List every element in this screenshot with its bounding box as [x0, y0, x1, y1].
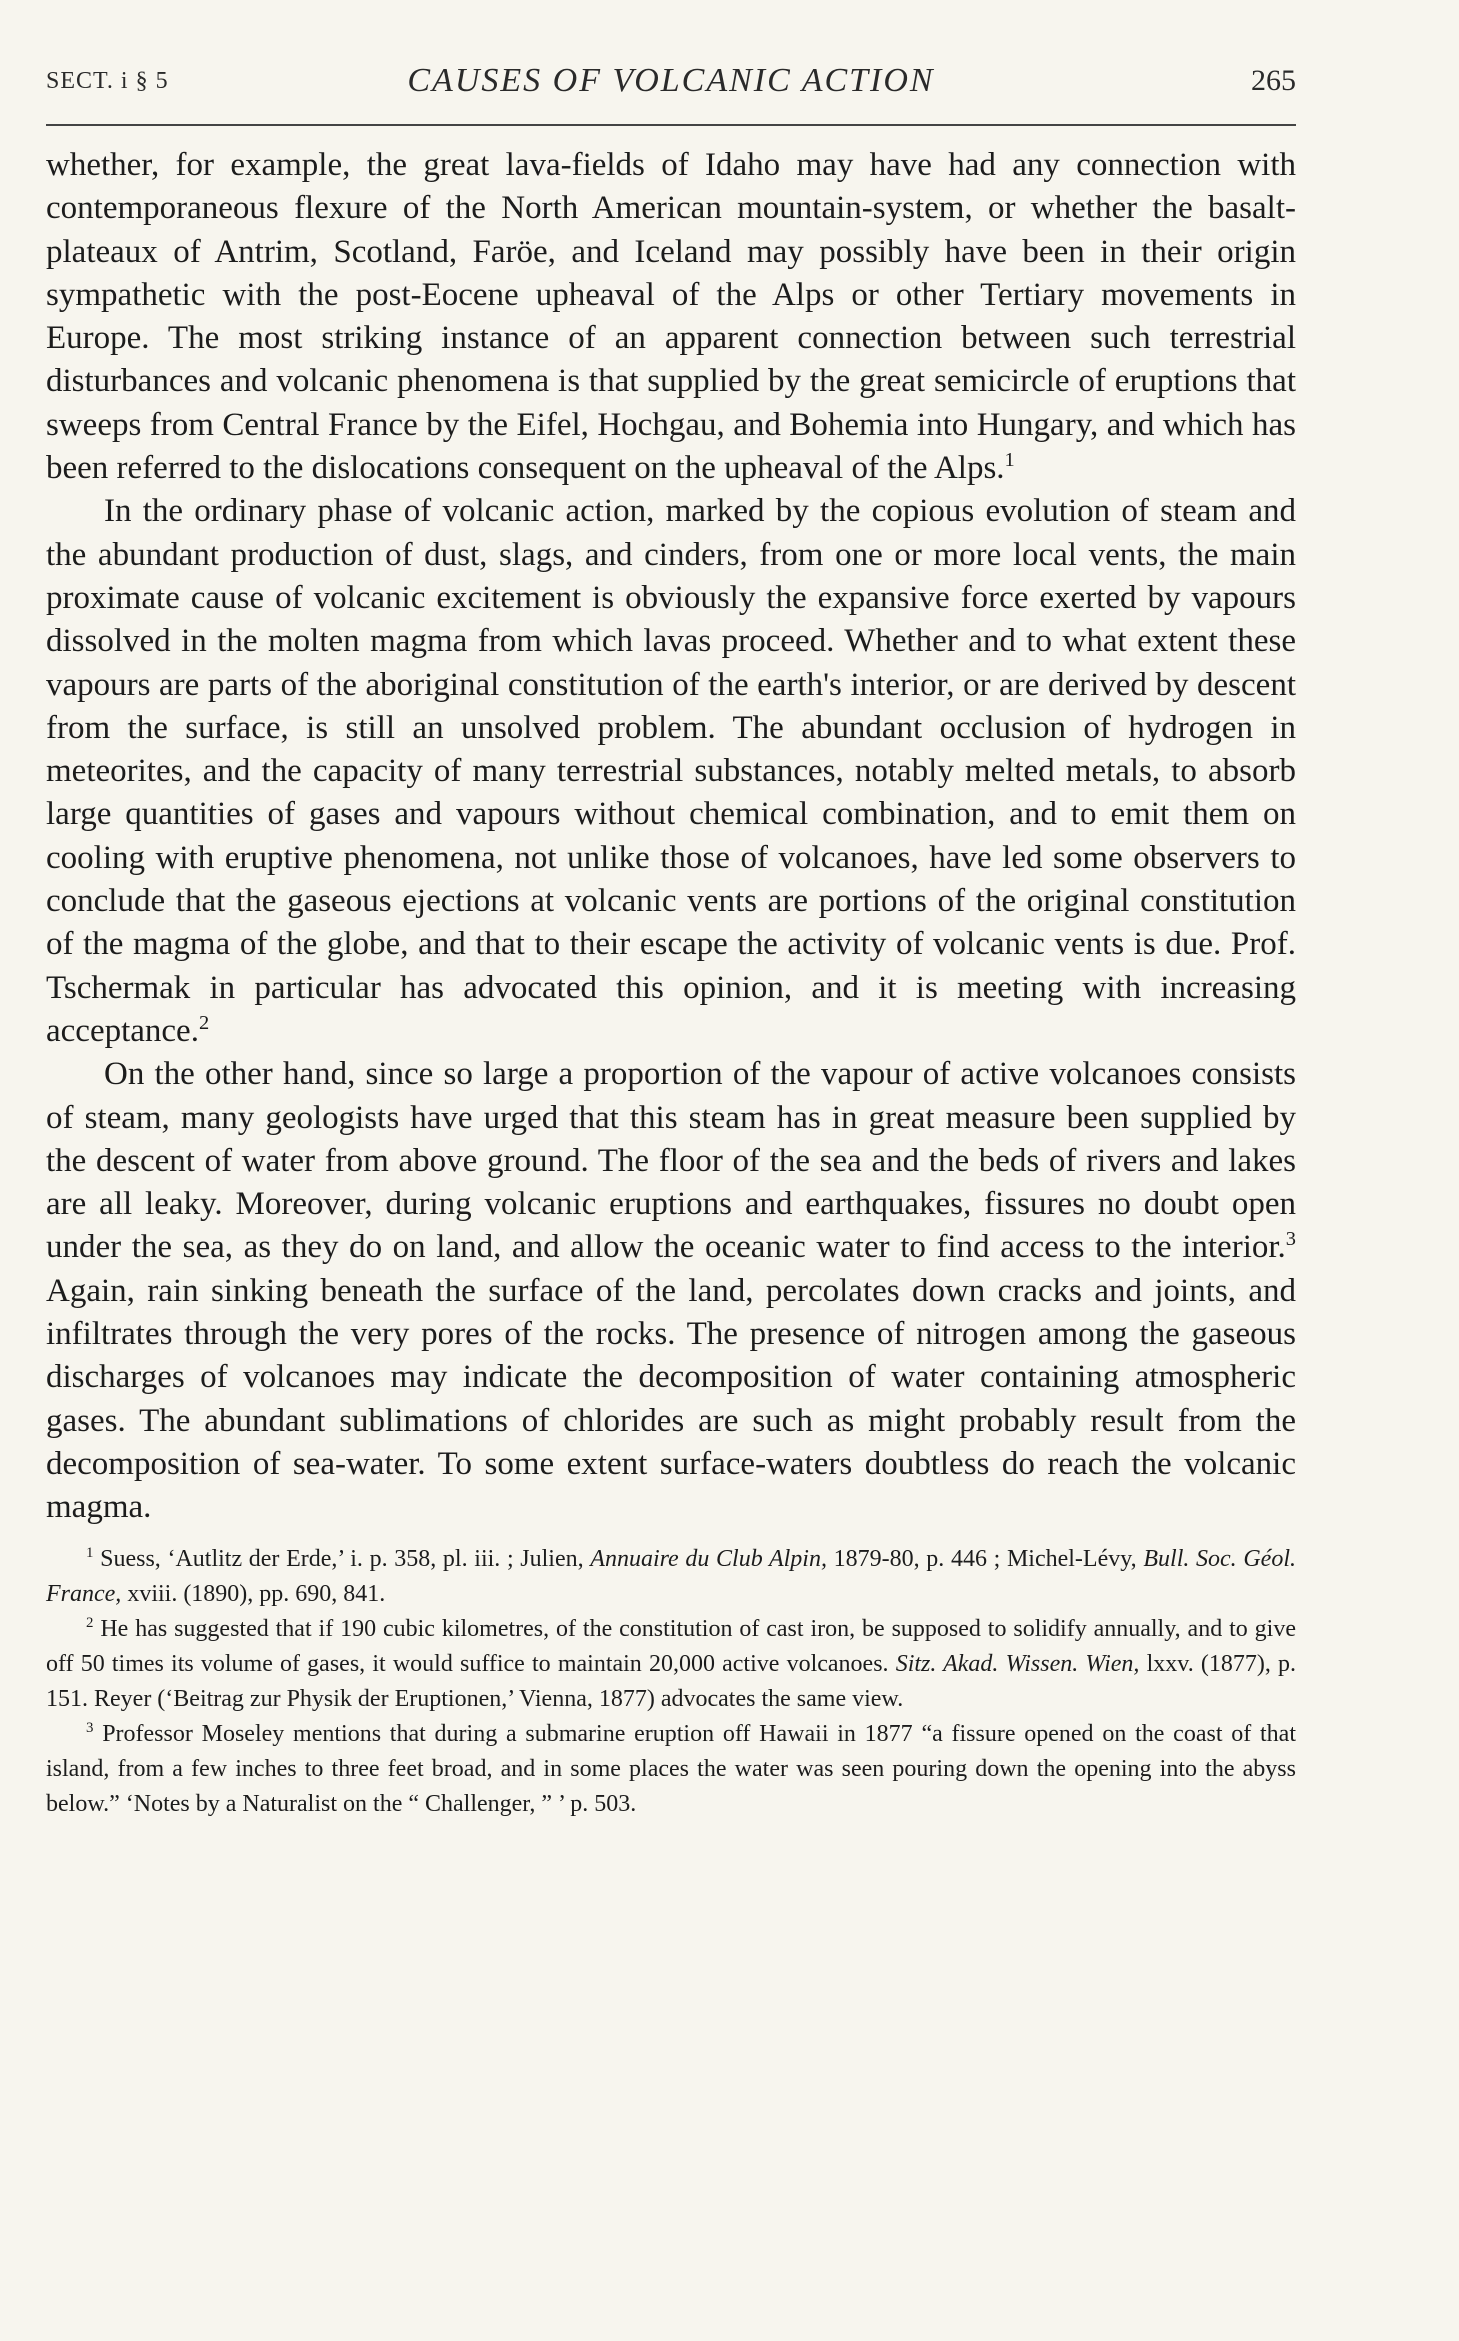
- footnote-mark: 1: [86, 1544, 94, 1561]
- paragraph-3: On the other hand, since so large a proportion of the vapour of active volcanoes consists of steam, many geologists have urged that this steam has in great measure been supplied by the descent of water from above ground. The floor of the sea and the beds of rivers and lakes are all leaky. Moreover, during volcanic eruptions and earthquakes, fissures no doubt open under the sea, as they do on land, and allow the oceanic water to find access to the interior.$^3$ Again, rain sinking beneath the surface of the land, percolates down cracks and joints, and infiltrates through the very pores of the rocks. The presence of nitrogen among the gaseous discharges of volcanoes may indicate the decomposition of water containing atmospheric gases. The abundant sublimations of chlorides are such as might probably result from the decomposition of sea-water. To some extent surface-waters doubtless do reach the volcanic magma.: [46, 1056, 1296, 1526]
- footnote-text: xviii. (1890), pp. 690, 841.: [121, 1580, 386, 1607]
- page-number: 265: [1251, 64, 1296, 97]
- book-page: [46, 60, 1296, 1822]
- citation-title: Annuaire du Club Alpin,: [590, 1545, 827, 1572]
- footnote-2: [46, 1612, 1296, 1717]
- footnotes: [46, 1542, 1296, 1822]
- footnote-mark: 2: [86, 1614, 94, 1631]
- header-rule: [46, 124, 1296, 126]
- footnote-text: lxxv. (1877), p. 151. Reyer (‘Beitrag zur Physik der Eruptionen,’ Vienna, 1877) advocates the same view.: [46, 1650, 1297, 1712]
- footnote-text: He has suggested that if 190 cubic kilometres, of the constitution of cast iron, be supposed to solidify annually, and to give off 50 times its volume of gases, it would suffice to maintain 20,000 active volcanoes.: [46, 1615, 1296, 1677]
- paragraph-1: whether, for example, the great lava-fields of Idaho may have had any connection with contemporaneous flexure of the North American mountain-system, or whether the basalt-plateaux of Antrim, Scotland, Faröe, and Iceland may possibly have been in their origin sympathetic with the post-Eocene upheaval of the Alps or other Tertiary movements in Europe. The most striking instance of an apparent connection between such terrestrial disturbances and volcanic phenomena is that supplied by the great semicircle of eruptions that sweeps from Central France by the Eifel, Hochgau, and Bohemia into Hungary, and which has been referred to the dislocations consequent on the upheaval of the Alps.$^1$: [46, 147, 1296, 487]
- footnote-mark: 3: [86, 1719, 94, 1736]
- section-label: SECT. i § 5: [46, 68, 169, 94]
- paragraph-2: In the ordinary phase of volcanic action, marked by the copious evolution of steam and the abundant production of dust, slags, and cinders, from one or more local vents, the main proximate cause of volcanic excitement is obviously the expansive force exerted by vapours dissolved in the molten magma from which lavas proceed. Whether and to what extent these vapours are parts of the aboriginal constitution of the earth's interior, or are derived by descent from the surface, is still an unsolved problem. The abundant occlusion of hydrogen in meteorites, and the capacity of many terrestrial substances, notably melted metals, to absorb large quantities of gases and vapours without chemical combination, and to emit them on cooling with eruptive phenomena, not unlike those of volcanoes, have led some observers to conclude that the gaseous ejections at volcanic vents are portions of the original constitution of the magma of the globe, and that to their escape the activity of volcanic vents is due. Prof. Tschermak in particular has advocated this opinion, and it is meeting with increasing acceptance.$^2$: [46, 493, 1296, 1049]
- footnote-ref-2: 2: [198, 1011, 210, 1034]
- footnote-text: Professor Moseley mentions that during a submarine eruption off Hawaii in 1877 “a fissure opened on the coast of that island, from a few inches to three feet broad, and in some places the water was seen pouring down the opening into the abyss below.” ‘Notes by a Naturalist on the “ Challenger, ” ’ p. 503.: [46, 1720, 1296, 1817]
- footnote-ref-3: 3: [1285, 1228, 1296, 1251]
- chapter-title: CAUSES OF VOLCANIC ACTION: [407, 62, 935, 99]
- body-text: [46, 144, 1296, 1530]
- citation-title: Bull. Soc. Géol. France,: [46, 1545, 1296, 1607]
- footnote-text: Suess, ‘Autlitz der Erde,’ i. p. 358, pl. iii. ; Julien,: [93, 1545, 591, 1572]
- footnote-1: [46, 1542, 1296, 1612]
- citation-title: Sitz. Akad. Wissen. Wien,: [895, 1650, 1140, 1677]
- running-head: [46, 60, 1296, 110]
- footnote-text: 1879-80, p. 446 ; Michel-Lévy,: [826, 1545, 1144, 1572]
- footnote-ref-1: 1: [1004, 449, 1015, 472]
- footnote-3: [46, 1717, 1296, 1822]
